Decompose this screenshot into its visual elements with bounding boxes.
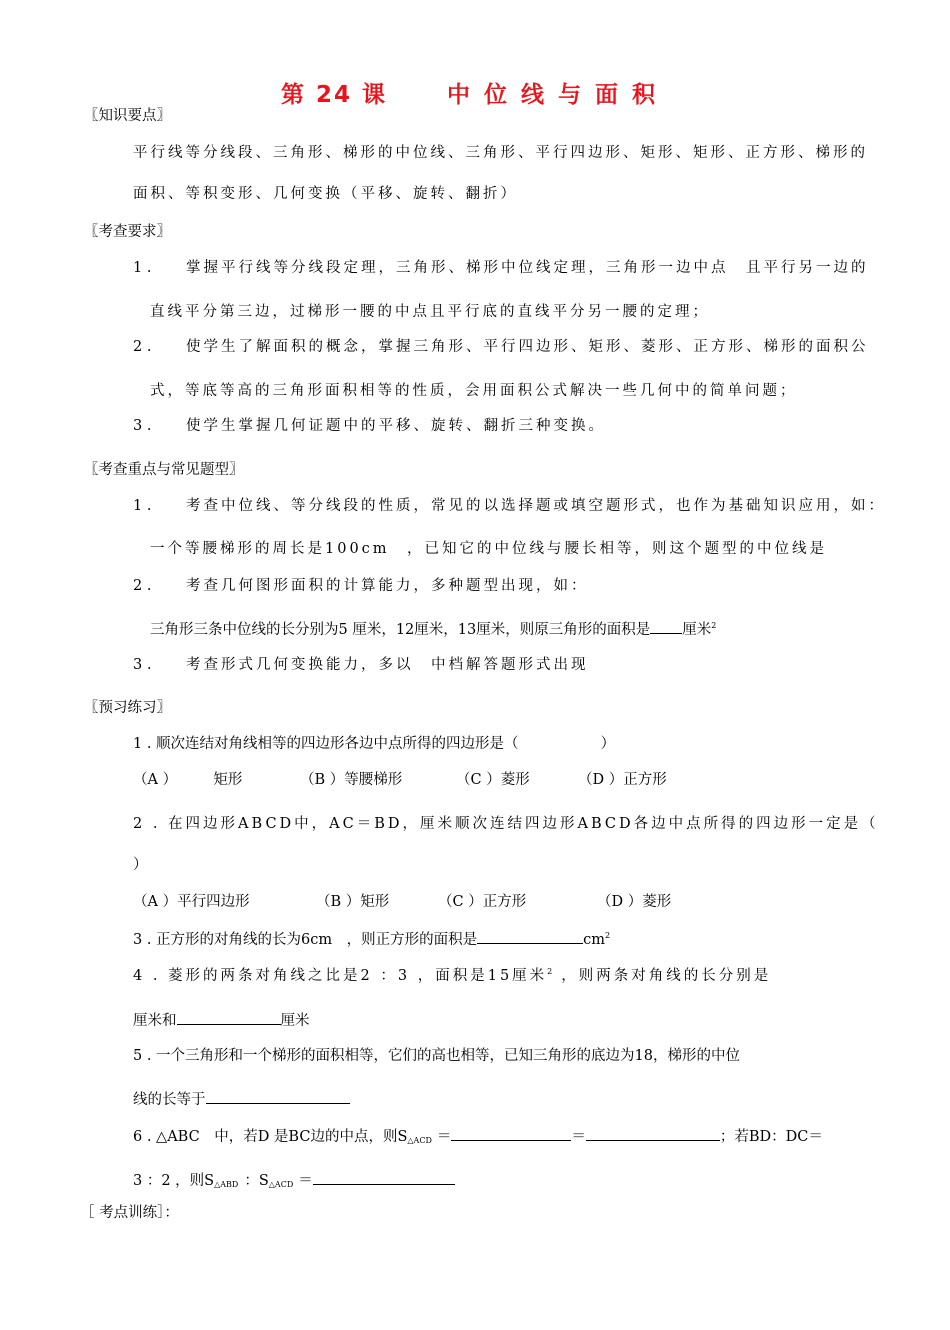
question-6-line-1 bbox=[133, 1126, 823, 1147]
question-1-option-a[interactable]: （A ） 矩形 bbox=[133, 772, 243, 788]
question-3-unit: cm bbox=[583, 932, 606, 948]
lesson-topic: 中位线与面积 bbox=[447, 82, 670, 108]
question-6-text-b: ；若BD：DC＝ bbox=[719, 1129, 823, 1145]
key-2-number: 2 . bbox=[133, 578, 152, 594]
question-1-text: 1 . 顺次连结对角线相等的四边形各边中点所得的四边形是（ bbox=[133, 736, 519, 752]
question-6-text-a: 6 . △ABC 中，若D 是BC边的中点，则S bbox=[133, 1129, 408, 1145]
req-1-text-a: 掌握平行线等分线段定理，三角形、梯形中位线定理，三角形一边中点 且平行另一边的 bbox=[186, 260, 869, 276]
question-5-line-2 bbox=[133, 1089, 350, 1110]
question-1 bbox=[133, 734, 615, 754]
lesson-number: 第 24 课 bbox=[280, 82, 388, 108]
req-2-text-a: 使学生了解面积的概念，掌握三角形、平行四边形、矩形、菱形、正方形、梯形的面积公 bbox=[186, 339, 869, 355]
question-4-superscript: 2 bbox=[547, 967, 556, 977]
question-6-answer-blank-1[interactable] bbox=[451, 1126, 571, 1141]
req-1-text-b: 直线平分第三边，过梯形一腰的中点且平行底的直线平分另一腰的定理； bbox=[150, 304, 710, 320]
question-1-option-b[interactable]: （B ）等腰梯形 bbox=[300, 772, 403, 788]
page-title bbox=[0, 76, 950, 109]
key-1-number: 1 . bbox=[133, 498, 152, 514]
question-3-text: 3 . 正方形的对角线的长为6cm ，则正方形的面积是 bbox=[133, 932, 478, 948]
req-2-text-b: 式，等底等高的三角形面积相等的性质，会用面积公式解决一些几何中的简单问题； bbox=[150, 383, 798, 399]
question-2-text: 2 . 在四边形ABCD中，AC＝BD，厘米顺次连结四边形ABCD各边中点所得的四边形一定是（ bbox=[133, 816, 879, 832]
question-4-line-1 bbox=[133, 966, 771, 986]
question-5-text-b: 线的长等于 bbox=[133, 1092, 206, 1108]
question-2-option-d[interactable]: （D ）菱形 bbox=[597, 894, 672, 910]
key-2-unit: 厘米 bbox=[682, 622, 712, 638]
section-header-training: ［ 考点训练］： bbox=[80, 1205, 179, 1221]
question-6-answer-blank-2[interactable] bbox=[586, 1126, 720, 1141]
section-header-requirements: 〖考查要求〗 bbox=[84, 224, 171, 240]
question-1-option-d[interactable]: （D ）正方形 bbox=[578, 772, 667, 788]
question-6-equals-1: ＝ bbox=[436, 1129, 452, 1145]
req-1-number: 1 . bbox=[133, 260, 152, 276]
key-2-answer-blank[interactable] bbox=[650, 619, 682, 634]
key-1-text-b: 一个等腰梯形的周长是100cm ，已知它的中位线与腰长相等，则这个题型的中位线是 bbox=[150, 541, 828, 557]
knowledge-line-2: 面积、等积变形、几何变换（平移、旋转、翻折） bbox=[133, 186, 518, 202]
question-3-unit-superscript: 2 bbox=[605, 931, 611, 941]
question-6-equals-2: ＝ bbox=[571, 1129, 586, 1145]
question-5-answer-blank[interactable] bbox=[206, 1089, 350, 1104]
key-2-unit-superscript: 2 bbox=[711, 621, 717, 631]
req-3-text: 使学生掌握几何证题中的平移、旋转、翻折三种变换。 bbox=[186, 418, 606, 434]
question-5-text-a: 5 . 一个三角形和一个梯形的面积相等，它们的高也相等，已知三角形的底边为18，梯形的中位 bbox=[133, 1048, 740, 1064]
question-1-close: ） bbox=[600, 736, 616, 752]
question-4-text-a: 4 . 菱形的两条对角线之比是2 ：3 ，面积是15厘米 bbox=[133, 968, 548, 984]
section-header-key-points: 〖考查重点与常见题型〗 bbox=[84, 462, 244, 478]
req-3-number: 3 . bbox=[133, 418, 152, 434]
question-6-subscript-3: △ACD bbox=[268, 1180, 294, 1189]
question-6-equals-3: ＝ bbox=[298, 1173, 313, 1189]
req-2-number: 2 . bbox=[133, 339, 152, 355]
key-1-text-a: 考查中位线、等分线段的性质，常见的以选择题或填空题形式，也作为基础知识应用，如： bbox=[186, 498, 886, 514]
question-4-line-2 bbox=[133, 1010, 310, 1031]
key-3-text: 考查形式几何变换能力，多以 中档解答题形式出现 bbox=[186, 657, 589, 673]
question-4-unit-1: 厘米和 bbox=[133, 1013, 177, 1029]
question-4-text-b: ，则两条对角线的长分别是 bbox=[561, 968, 772, 984]
key-2-text-a: 考查几何图形面积的计算能力，多种题型出现，如： bbox=[186, 578, 589, 594]
question-3-answer-blank[interactable] bbox=[477, 929, 583, 944]
key-3-number: 3 . bbox=[133, 657, 152, 673]
question-2-option-c[interactable]: （C ）正方形 bbox=[438, 894, 527, 910]
question-6-colon: ：S bbox=[244, 1173, 269, 1189]
question-1-option-c[interactable]: （C ）菱形 bbox=[456, 772, 530, 788]
question-6-text-c: 3 ：2 ，则S bbox=[133, 1173, 215, 1189]
section-header-knowledge: 〖知识要点〗 bbox=[84, 108, 171, 124]
knowledge-line-1: 平行线等分线段、三角形、梯形的中位线、三角形、平行四边形、矩形、矩形、正方形、梯形的 bbox=[133, 145, 868, 161]
question-2-close: ） bbox=[133, 857, 148, 873]
section-header-preview: 〖预习练习〗 bbox=[84, 700, 171, 716]
question-6-subscript-2: △ABD bbox=[214, 1180, 239, 1189]
question-6-subscript-1: △ACD bbox=[407, 1136, 432, 1145]
question-6-answer-blank-3[interactable] bbox=[313, 1170, 455, 1185]
question-3 bbox=[133, 929, 610, 950]
question-6-line-2 bbox=[133, 1170, 455, 1191]
question-2-option-b[interactable]: （B ）矩形 bbox=[316, 894, 390, 910]
key-2-text-b bbox=[150, 619, 716, 640]
question-4-answer-blank[interactable] bbox=[177, 1010, 281, 1025]
question-4-unit-2: 厘米 bbox=[280, 1013, 310, 1029]
key-2-question: 三角形三条中位线的长分别为5 厘米，12厘米，13厘米，则原三角形的面积是 bbox=[150, 622, 651, 638]
question-2-option-a[interactable]: （A ）平行四边形 bbox=[133, 894, 250, 910]
